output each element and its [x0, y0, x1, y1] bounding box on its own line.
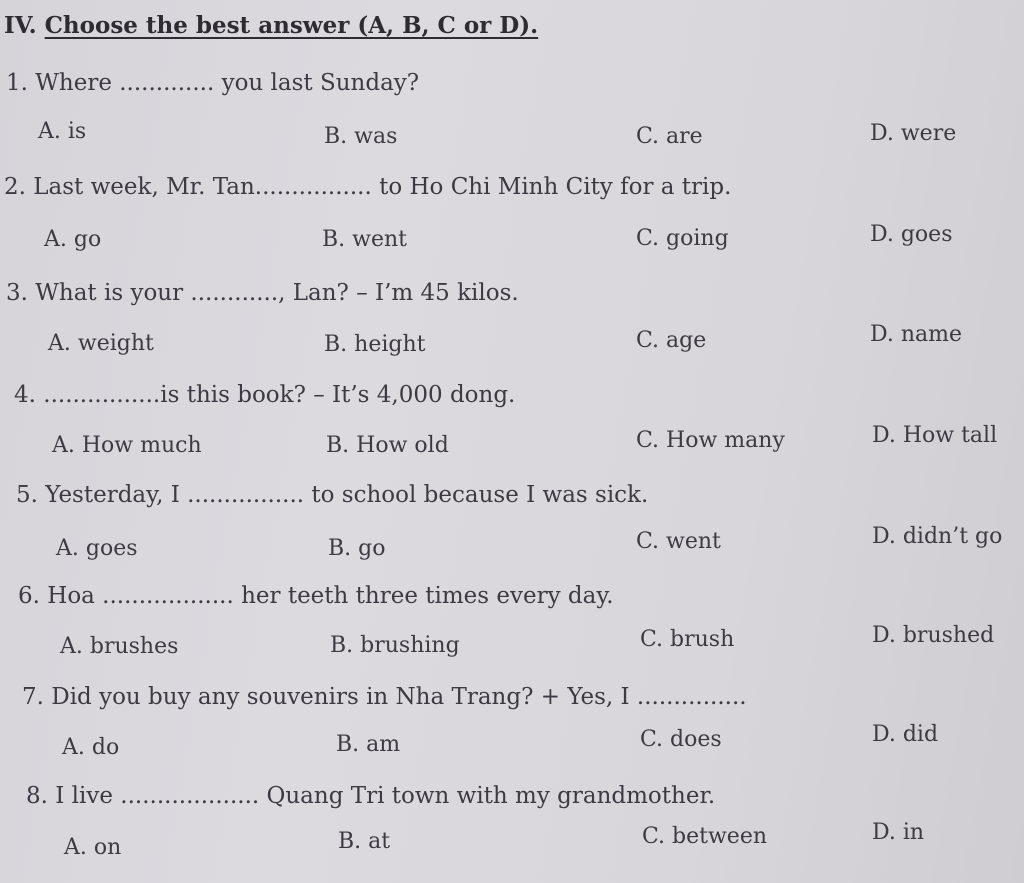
question-6-option-c[interactable]: C. brush	[640, 627, 735, 652]
question-6-option-a[interactable]: A. brushes	[60, 634, 179, 659]
question-3-text: 3. What is your ............, Lan? – I’m 45 kilos.	[6, 280, 519, 306]
question-8-option-d[interactable]: D. in	[872, 820, 925, 845]
question-2-option-b[interactable]: B. went	[322, 227, 408, 252]
question-3-option-b[interactable]: B. height	[324, 332, 426, 357]
question-5-option-d[interactable]: D. didn’t go	[872, 524, 1003, 549]
question-4-text: 4. ................is this book? – It’s 4,000 dong.	[14, 382, 516, 408]
question-8-option-b[interactable]: B. at	[338, 829, 391, 854]
question-7-option-c[interactable]: C. does	[640, 727, 722, 752]
question-8-option-a[interactable]: A. on	[64, 835, 122, 860]
question-5-option-b[interactable]: B. go	[328, 536, 386, 561]
question-2-option-c[interactable]: C. going	[636, 226, 729, 251]
question-7-option-d[interactable]: D. did	[872, 722, 939, 747]
question-5-option-c[interactable]: C. went	[636, 529, 721, 554]
question-6-text: 6. Hoa .................. her teeth three times every day.	[18, 583, 614, 609]
question-1-option-a[interactable]: A. is	[38, 119, 87, 144]
question-8-text: 8. I live ................... Quang Tri town with my grandmother.	[26, 783, 716, 809]
question-2-option-a[interactable]: A. go	[44, 227, 102, 252]
question-3-option-a[interactable]: A. weight	[48, 331, 154, 356]
question-1-text: 1. Where ............. you last Sunday?	[6, 70, 420, 96]
question-2-text: 2. Last week, Mr. Tan................ to Ho Chi Minh City for a trip.	[4, 174, 732, 200]
question-4-option-a[interactable]: A. How much	[52, 433, 202, 458]
question-6-option-b[interactable]: B. brushing	[330, 633, 460, 658]
question-4-option-b[interactable]: B. How old	[326, 433, 449, 458]
question-7-option-b[interactable]: B. am	[336, 732, 401, 757]
question-5-text: 5. Yesterday, I ................ to school because I was sick.	[16, 482, 649, 508]
question-6-option-d[interactable]: D. brushed	[872, 623, 995, 648]
question-7-option-a[interactable]: A. do	[62, 735, 120, 760]
question-5-option-a[interactable]: A. goes	[56, 536, 138, 561]
section-title: Choose the best answer (A, B, C or D).	[44, 12, 539, 39]
question-1-option-d[interactable]: D. were	[870, 121, 957, 146]
section-number: IV.	[4, 12, 37, 39]
question-3-option-d[interactable]: D. name	[870, 322, 963, 347]
question-1-option-b[interactable]: B. was	[324, 124, 398, 149]
question-7-text: 7. Did you buy any souvenirs in Nha Trang? + Yes, I ...............	[22, 684, 747, 710]
question-4-option-d[interactable]: D. How tall	[872, 423, 998, 448]
question-4-option-c[interactable]: C. How many	[636, 428, 785, 453]
question-1-option-c[interactable]: C. are	[636, 124, 703, 149]
section-heading	[4, 12, 538, 39]
question-2-option-d[interactable]: D. goes	[870, 222, 953, 247]
question-3-option-c[interactable]: C. age	[636, 328, 707, 353]
question-8-option-c[interactable]: C. between	[642, 824, 768, 849]
